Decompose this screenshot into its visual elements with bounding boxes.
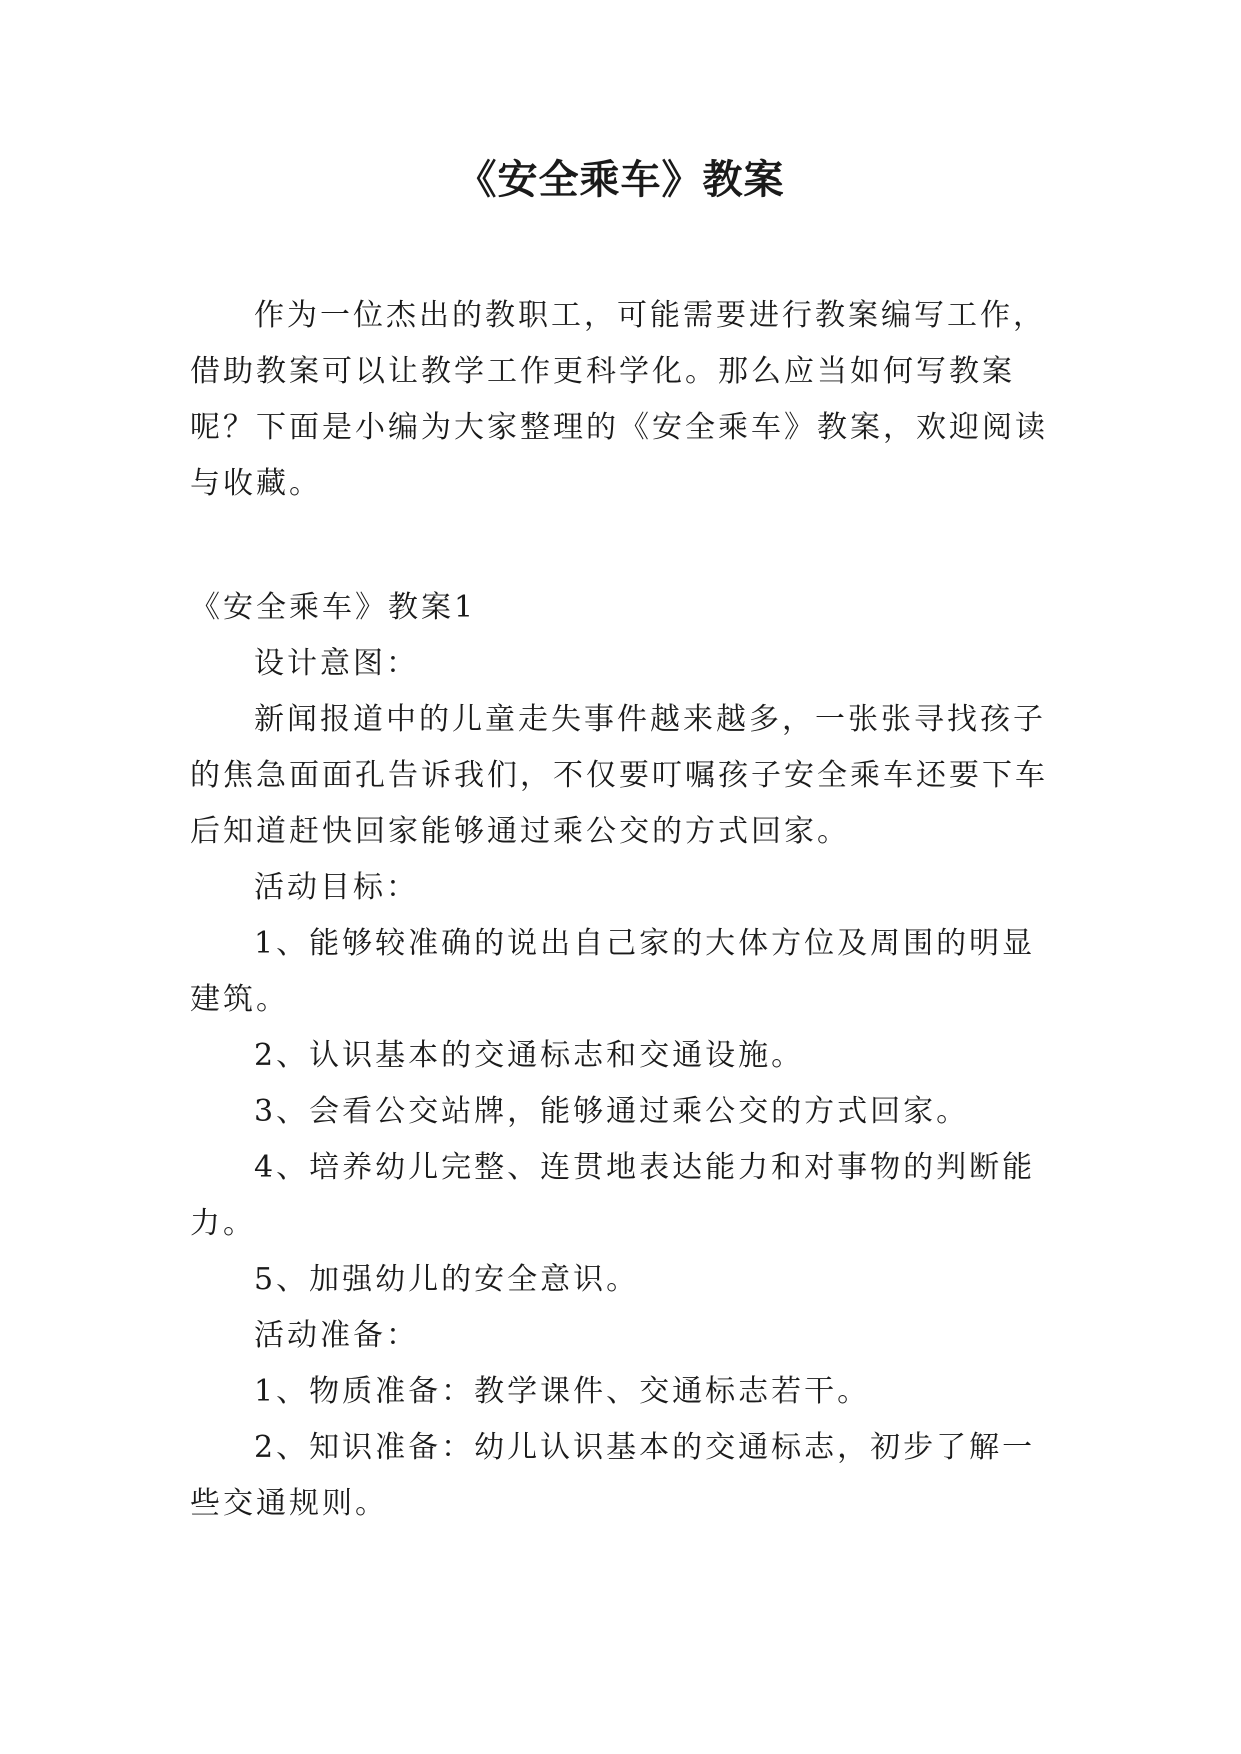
paragraph-goal-1: 1、能够较准确的说出自己家的大体方位及周围的明显建筑。 bbox=[190, 926, 1036, 1017]
paragraph-goals-heading: 活动目标： bbox=[254, 870, 419, 905]
document-title: 《安全乘车》教案 bbox=[456, 157, 785, 203]
paragraph-prep-2: 2、知识准备：幼儿认识基本的交通标志，初步了解一些交通规则。 bbox=[190, 1430, 1036, 1521]
paragraph-design-intent-heading: 设计意图： bbox=[254, 646, 419, 681]
document-body bbox=[190, 580, 1050, 1532]
paragraph-prep-1: 1、物质准备：教学课件、交通标志若干。 bbox=[254, 1374, 871, 1409]
paragraph-goal-4: 4、培养幼儿完整、连贯地表达能力和对事物的判断能力。 bbox=[190, 1150, 1036, 1241]
paragraph-goal-3: 3、会看公交站牌，能够通过乘公交的方式回家。 bbox=[254, 1094, 970, 1129]
section-heading: 《安全乘车》教案1 bbox=[190, 590, 477, 625]
paragraph-prep-heading: 活动准备： bbox=[254, 1318, 419, 1353]
paragraph-design-intent: 新闻报道中的儿童走失事件越来越多，一张张寻找孩子的焦急面面孔告诉我们，不仅要叮嘱孩子安全乘车还要下车后知道赶快回家能够通过乘公交的方式回家。 bbox=[190, 702, 1048, 849]
paragraph-goal-5: 5、加强幼儿的安全意识。 bbox=[254, 1262, 640, 1297]
intro-paragraph: 作为一位杰出的教职工，可能需要进行教案编写工作，借助教案可以让教学工作更科学化。那么应当如何写教案呢？下面是小编为大家整理的《安全乘车》教案，欢迎阅读与收藏。 bbox=[190, 298, 1048, 501]
paragraph-goal-2: 2、认识基本的交通标志和交通设施。 bbox=[254, 1038, 805, 1073]
